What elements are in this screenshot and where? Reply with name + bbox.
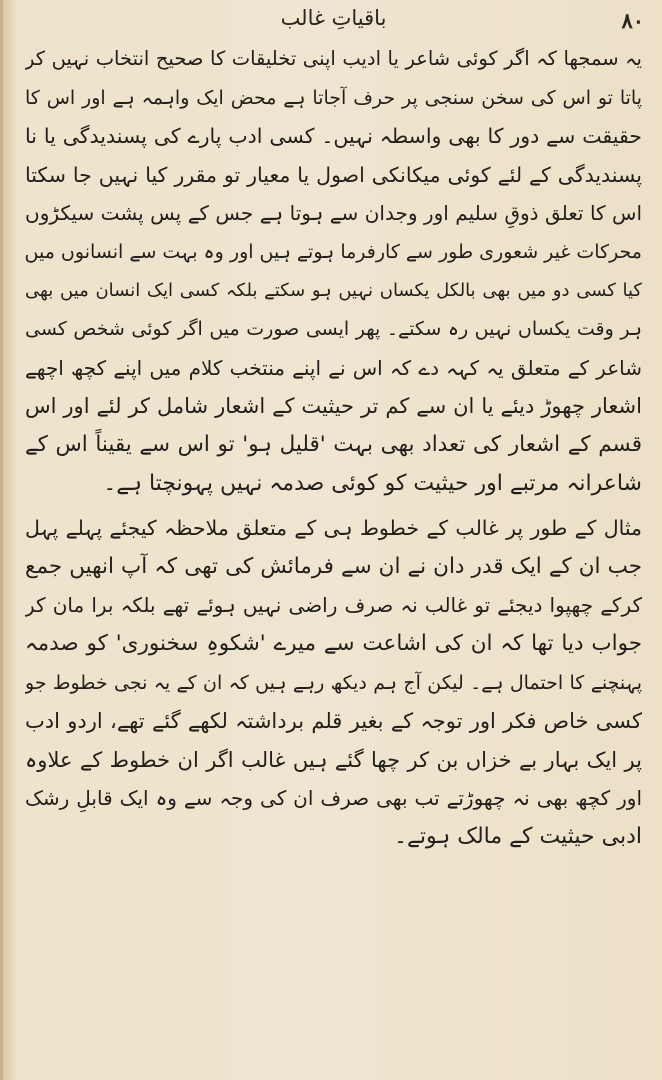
text-line: محرکات غیر شعوری طور سے کارفرما ہوتے ہیں اور وہ بہت سے انسانوں میں <box>25 240 642 263</box>
text-line: اشعار چھوڑ دیئے یا ان سے کم تر حیثیت کے اشعار شامل کر لئے اور اس <box>25 394 642 419</box>
text-line: پسندیدگی کے لئے کوئی میکانکی اصول یا معیار تو مقرر کیا نہیں جا سکتا <box>25 162 642 187</box>
text-line: پر ایک بہار بے خزاں بن کر چھا گئے ہیں غالب اگر ان خطوط کے علاوہ <box>25 747 642 772</box>
text-line: کسی خاص فکر اور توجہ کے بغیر قلم برداشتہ لکھے گئے تھے، اردو ادب <box>25 709 642 734</box>
page-number: ۸۰ <box>621 8 644 33</box>
text-line: پہنچنے کا احتمال ہے۔ لیکن آج ہم دیکھ رہے ہیں کہ ان کے یہ نجی خطوط جو <box>25 671 642 694</box>
text-line: حقیقت سے دور کا بھی واسطہ نہیں۔ کسی ادب پارے کی پسندیدگی یا نا <box>25 124 642 149</box>
text-line: مثال کے طور پر غالب کے خطوط ہی کے متعلق ملاحظہ کیجئے پہلے پہل <box>25 516 642 541</box>
text-line: اور کچھ بھی نہ چھوڑتے تب بھی صرف ان کی وجہ سے وہ ایک قابلِ رشک <box>25 786 642 811</box>
text-line: شاعر کے متعلق یہ کہہ دے کہ اس نے اپنے منتخب کلام میں اپنے کچھ اچھے <box>25 355 642 380</box>
running-title: باقیاتِ غالب <box>280 6 387 30</box>
text-line: ادبی حیثیت کے مالک ہوتے۔ <box>394 823 642 849</box>
text-line: کرکے چھپوا دیجئے تو غالب نہ صرف راضی نہیں ہوئے تھے بلکہ برا مان کر <box>25 593 642 618</box>
paragraph-1 <box>25 40 642 503</box>
text-line: ہر وقت یکساں نہیں رہ سکتے۔ پھر ایسی صورت میں اگر کوئی شخص کسی <box>25 318 642 341</box>
text-line: جواب دیا تھا کہ ان کی اشاعت سے میرے 'شکوہِ سخنوری' کو صدمہ <box>25 630 642 656</box>
text-line: پاتا تو اس کی سخن سنجی پر حرف آجاتا ہے محض ایک واہمہ ہے اور اس کا <box>25 86 642 109</box>
text-line: جب ان کے ایک قدر دان نے ان سے فرمائش کی تھی کہ آپ انھیں جمع <box>25 553 642 579</box>
page-header <box>23 4 644 38</box>
text-line: اس کا تعلق ذوقِ سلیم اور وجدان سے ہوتا ہے جس کے پس پشت سیکڑوں <box>25 201 642 226</box>
body-text <box>25 40 642 856</box>
text-line: کیا کسی دو میں بھی بالکل یکساں نہیں ہو سکتے بلکہ کسی ایک انسان میں بھی <box>25 279 642 301</box>
text-line: یہ سمجھا کہ اگر کوئی شاعر یا ادیب اپنی تخلیقات کا صحیح انتخاب نہیں کر <box>25 47 642 70</box>
text-line: شاعرانہ مرتبے اور حیثیت کو کوئی صدمہ نہیں پہونچتا ہے۔ <box>103 470 642 496</box>
paragraph-2 <box>25 509 642 856</box>
text-line: قسم کے اشعار کی تعداد بھی بہت 'قلیل ہو' تو اس سے یقیناً اس کے <box>25 431 642 457</box>
